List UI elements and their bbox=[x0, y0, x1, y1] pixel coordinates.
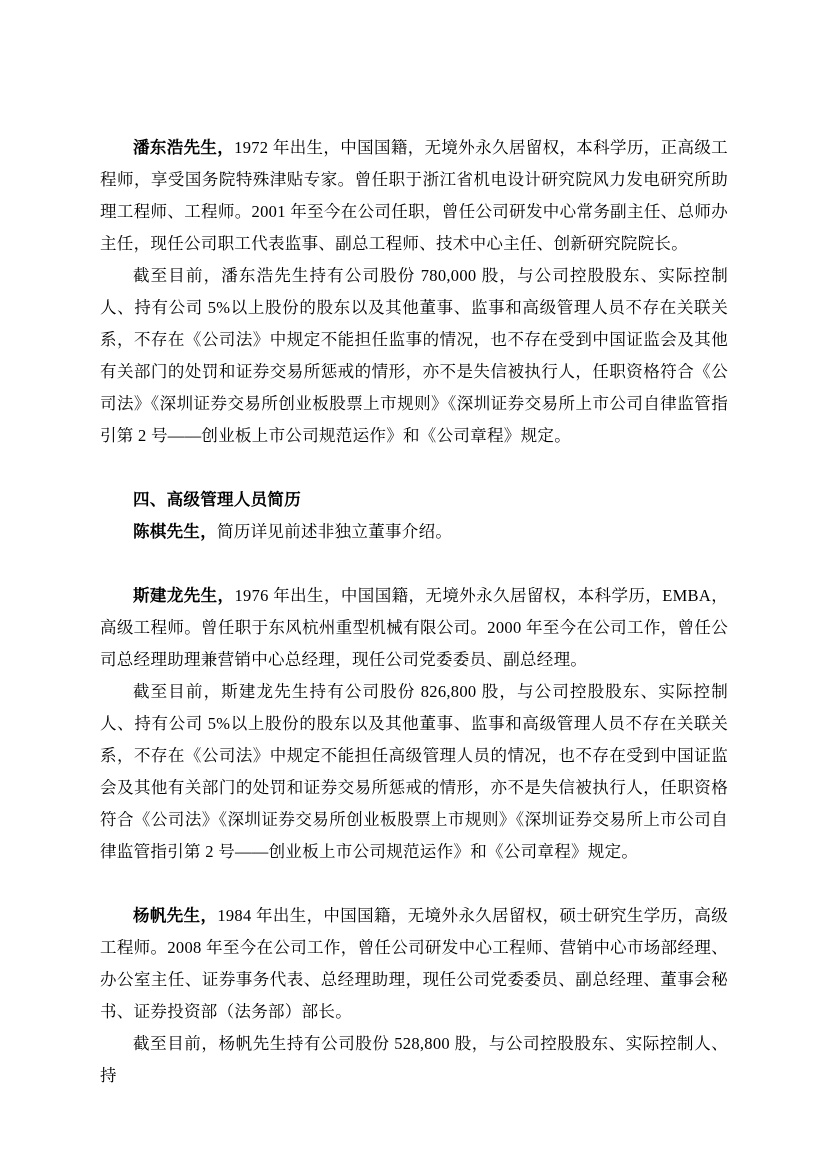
person-name-si-jianlong: 斯建龙先生， bbox=[133, 586, 235, 605]
paragraph-text: 简历详见前述非独立董事介绍。 bbox=[217, 522, 453, 541]
paragraph-si-jianlong-bio bbox=[100, 580, 728, 676]
paragraph-text: 1972 年出生，中国国籍，无境外永久居留权，本科学历，正高级工程师，享受国务院特殊津贴专家。曾任职于浙江省机电设计研究院风力发电研究所助理工程师、工程师。2001 年至今在公司任职，曾任公司研发中心常务副主任、总师办主任，现任公司职工代表监事、副总工程师、技术中心主任、创新研究院院长。 bbox=[100, 138, 728, 253]
section-heading-senior-management: 四、高级管理人员简历 bbox=[133, 490, 301, 509]
person-name-yang-fan: 杨帆先生， bbox=[133, 906, 218, 925]
paragraph-yang-fan-bio bbox=[100, 900, 728, 1028]
paragraph-text: 截至目前，斯建龙先生持有公司股份 826,800 股，与公司控股股东、实际控制人、持有公司 5%以上股份的股东以及其他董事、监事和高级管理人员不存在关联关系，不存在《公司法》中规定不能担任高级管理人员的情况，也不存在受到中国证监会及其他有关部门的处罚和证券交易所惩戒的情形，亦不是失信被执行人，任职资格符合《公司法》《深圳证券交易所创业板股票上市规则》《深圳证券交易所上市公司自律监管指引第 2 号——创业板上市公司规范运作》和《公司章程》规定。 bbox=[100, 682, 728, 861]
paragraph-text: 1984 年出生，中国国籍，无境外永久居留权，硕士研究生学历，高级工程师。2008 年至今在公司工作，曾任公司研发中心工程师、营销中心市场部经理、办公室主任、证券事务代表、总经理助理，现任公司党委委员、副总经理、董事会秘书、证券投资部（法务部）部长。 bbox=[100, 906, 729, 1021]
person-name-pan-donghao: 潘东浩先生， bbox=[133, 138, 235, 157]
paragraph-chen-qi-reference bbox=[100, 516, 728, 548]
paragraph-si-jianlong-shareholding bbox=[100, 676, 728, 868]
person-name-chen-qi: 陈棋先生， bbox=[133, 522, 217, 541]
paragraph-yang-fan-shareholding bbox=[100, 1028, 728, 1092]
paragraph-pan-donghao-bio bbox=[100, 132, 728, 260]
text-column bbox=[100, 132, 728, 1092]
paragraph-text: 截至目前，杨帆先生持有公司股份 528,800 股，与公司控股股东、实际控制人、持 bbox=[100, 1034, 728, 1085]
paragraph-text: 截至目前，潘东浩先生持有公司股份 780,000 股，与公司控股股东、实际控制人、持有公司 5%以上股份的股东以及其他董事、监事和高级管理人员不存在关联关系，不存在《公司法》中规定不能担任监事的情况，也不存在受到中国证监会及其他有关部门的处罚和证券交易所惩戒的情形，亦不是失信被执行人，任职资格符合《公司法》《深圳证券交易所创业板股票上市规则》《深圳证券交易所上市公司自律监管指引第 2 号——创业板上市公司规范运作》和《公司章程》规定。 bbox=[100, 266, 728, 445]
paragraph-pan-donghao-shareholding bbox=[100, 260, 728, 452]
paragraph-text: 1976 年出生，中国国籍，无境外永久居留权，本科学历，EMBA，高级工程师。曾任职于东风杭州重型机械有限公司。2000 年至今在公司工作，曾任公司总经理助理兼营销中心总经理，现任公司党委委员、副总经理。 bbox=[100, 586, 728, 669]
